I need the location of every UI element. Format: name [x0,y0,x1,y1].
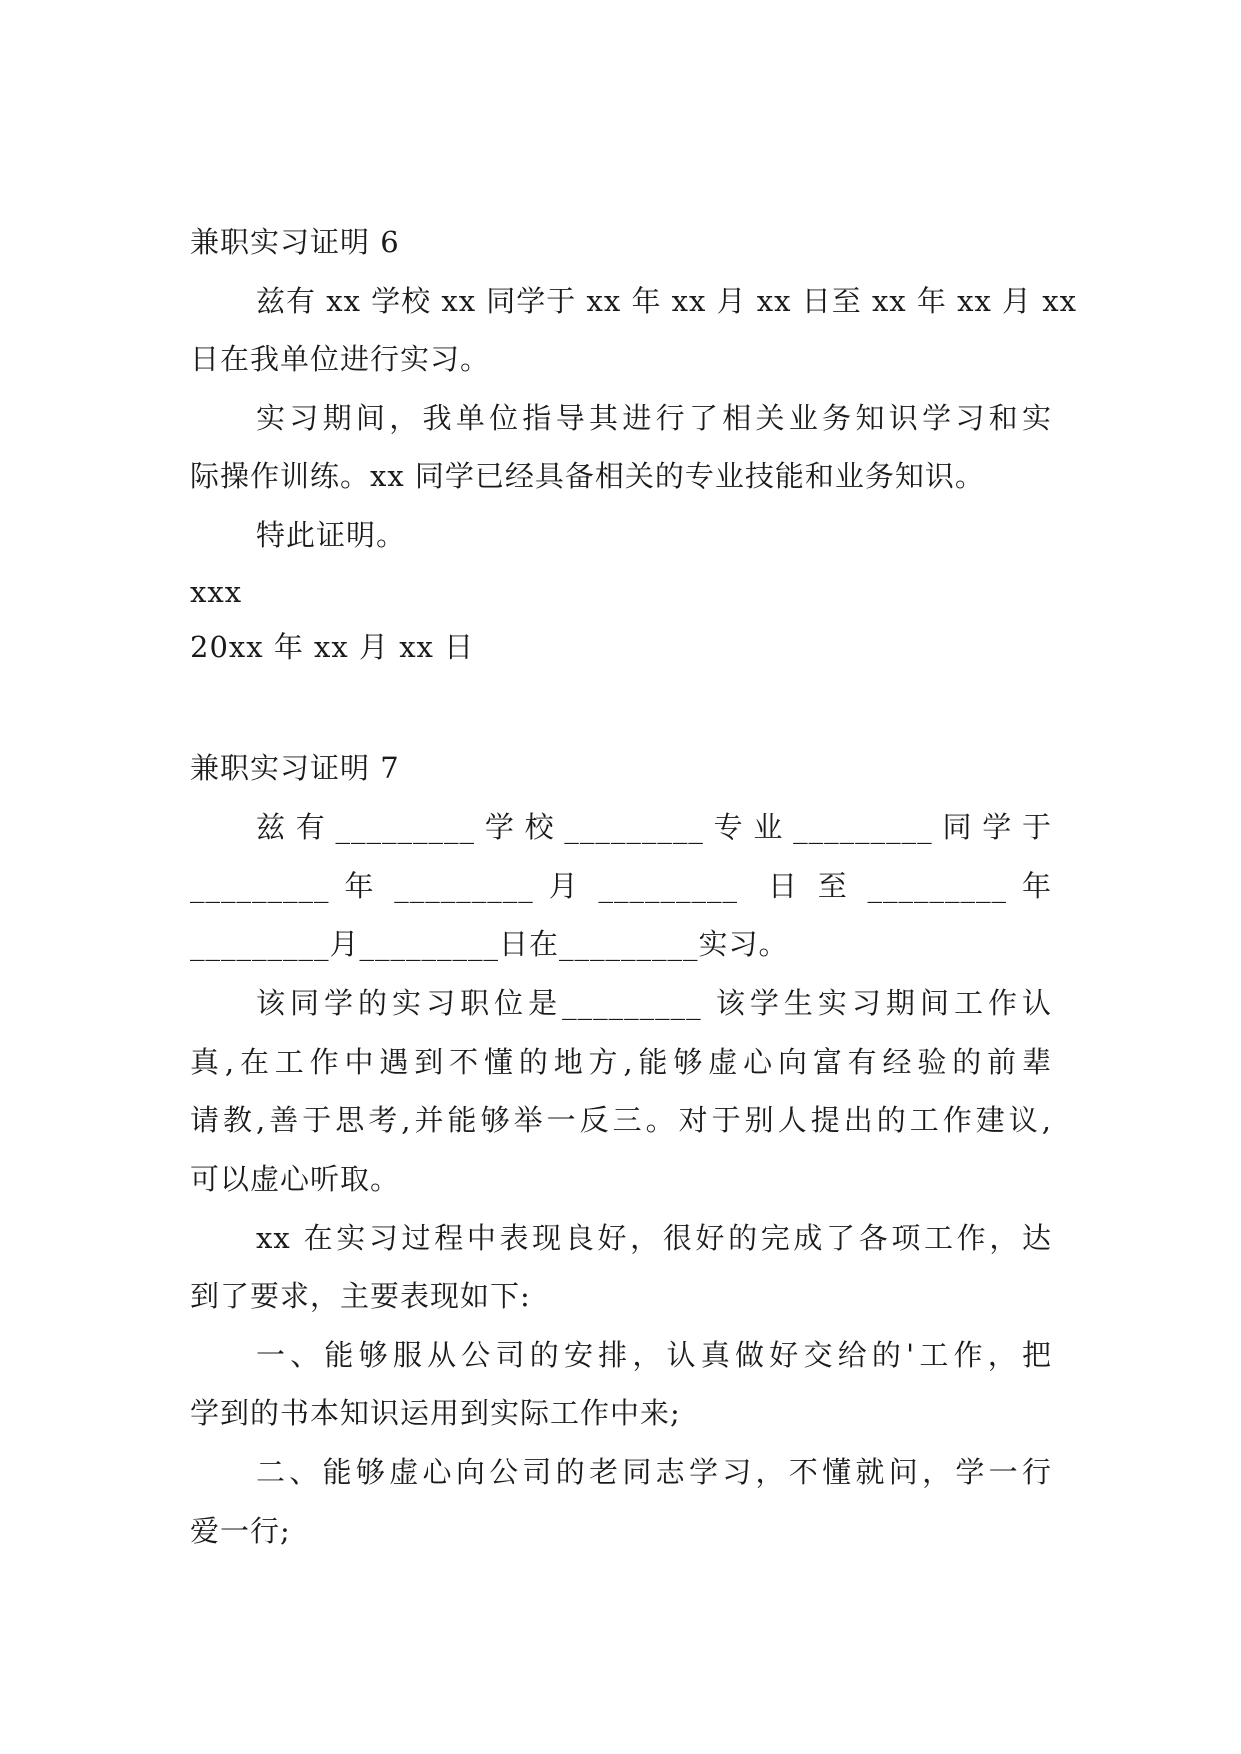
signer: xxx [190,575,243,609]
paragraph-line: 请教,善于思考,并能够举一反三。对于别人提出的工作建议, [190,1103,1052,1137]
paragraph-line: 真,在工作中遇到不懂的地方,能够虚心向富有经验的前辈 [190,1045,1052,1079]
paragraph-line: 一、能够服从公司的安排，认真做好交给的'工作，把 [256,1338,1052,1372]
paragraph-line: 二、能够虚心向公司的老同志学习，不懂就问，学一行 [256,1455,1052,1489]
paragraph-line: 可以虚心听取。 [190,1162,401,1196]
paragraph-line: xx 在实习过程中表现良好，很好的完成了各项工作，达 [256,1221,1052,1255]
paragraph-line: 实习期间，我单位指导其进行了相关业务知识学习和实 [256,401,1052,435]
paragraph-line: 际操作训练。xx 同学已经具备相关的专业技能和业务知识。 [190,459,985,493]
section-title: 兼职实习证明 6 [190,225,400,259]
paragraph-line: 特此证明。 [256,518,407,552]
section-title: 兼职实习证明 7 [190,751,400,785]
paragraph-line: _________月_________日在_________实习。 [190,927,789,961]
paragraph-line: _________ 年 _________ 月 _________ 日 至 _________ 年 [190,869,1052,903]
paragraph-line: 爱一行; [190,1514,291,1548]
date-line: 20xx 年 xx 月 xx 日 [190,630,475,664]
paragraph-line: 学到的书本知识运用到实际工作中来; [190,1396,681,1430]
paragraph-line: 兹有_________学校_________专业_________同学于 [256,810,1052,844]
paragraph-line: 该同学的实习职位是_________ 该学生实习期间工作认 [256,986,1052,1020]
paragraph-line: 日在我单位进行实习。 [190,342,491,376]
paragraph-line: 到了要求，主要表现如下: [190,1279,531,1313]
paragraph-line: 兹有 xx 学校 xx 同学于 xx 年 xx 月 xx 日至 xx 年 xx 月 xx [256,284,1077,318]
